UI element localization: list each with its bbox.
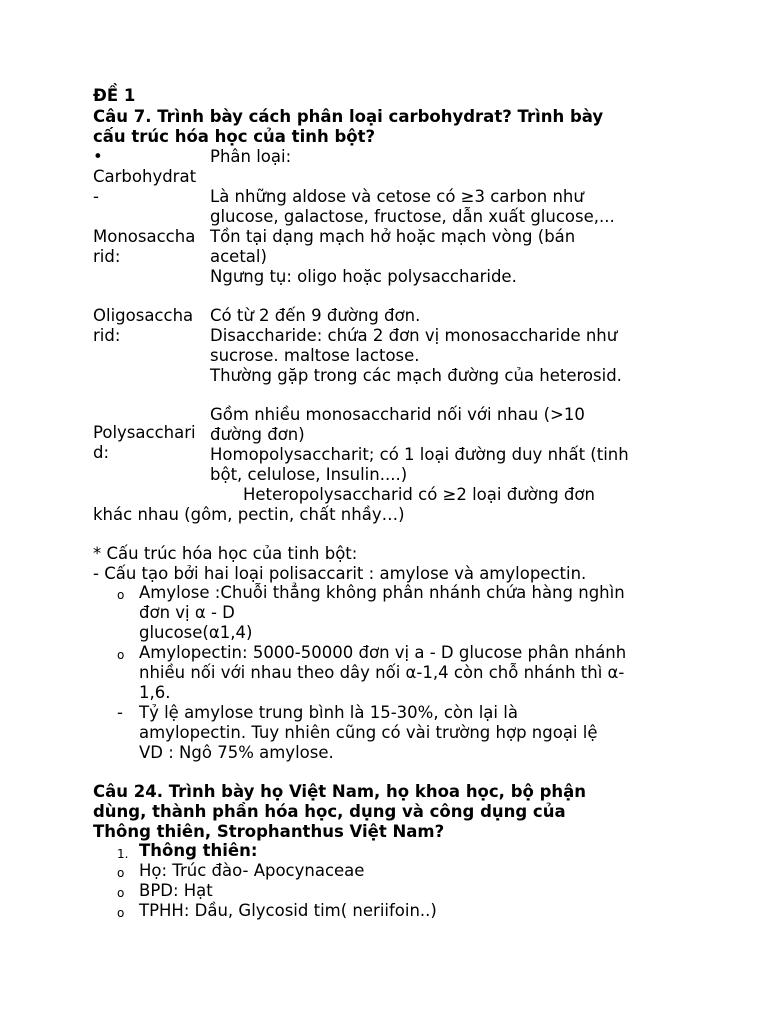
desc-carbohydrat-2: glucose, galactose, fructose, dẫn xuất glucose,... xyxy=(210,207,615,226)
desc-poly-6: khác nhau (gôm, pectin, chất nhầy…) xyxy=(93,505,405,524)
item-family: Họ: Trúc đào- Apocynaceae xyxy=(139,861,365,880)
desc-poly-5: Heteropolysaccharid có ≥2 loại đường đơn xyxy=(243,485,595,504)
term-carbohydrat: Carbohydrat xyxy=(93,167,197,186)
ratio-line-1: Tỷ lệ amylose trung bình là 15-30%, còn lại là xyxy=(139,703,518,722)
amylopectin-line-3: 1,6. xyxy=(139,683,171,702)
desc-carbohydrat-1: Là những aldose và cetose có ≥3 carbon như xyxy=(210,187,584,206)
desc-mono-3: Ngưng tụ: oligo hoặc polysaccharide. xyxy=(210,267,517,286)
item-composition: TPHH: Dầu, Glycosid tim( neriifoin..) xyxy=(139,901,437,920)
ratio-line-2: amylopectin. Tuy nhiên cũng có vài trường hợp ngoại lệ xyxy=(139,723,598,742)
term-monosaccharid-2: rid: xyxy=(93,247,121,266)
amylopectin-bullet: o xyxy=(117,648,125,662)
subheading-number: 1. xyxy=(117,847,129,861)
doc-title: ĐỀ 1 xyxy=(93,86,136,105)
item-bullet-3: o xyxy=(117,906,125,920)
amylose-line-2: đơn vị α - D xyxy=(139,603,235,622)
q24-heading-line-1: Câu 24. Trình bày họ Việt Nam, họ khoa học, bộ phận xyxy=(93,782,587,801)
classification-bullet: • xyxy=(93,147,103,166)
item-bullet-2: o xyxy=(117,886,125,900)
amylose-bullet: o xyxy=(117,588,125,602)
item-part-used: BPD: Hạt xyxy=(139,881,213,900)
q7-heading-line-2: cấu trúc hóa học của tinh bột? xyxy=(93,127,376,146)
amylopectin-line-2: nhiều nối với nhau theo dây nối α-1,4 còn chỗ nhánh thì α- xyxy=(139,663,625,682)
starch-intro: - Cấu tạo bởi hai loại polisaccarit : amylose và amylopectin. xyxy=(93,564,587,583)
desc-oligo-3: sucrose. maltose lactose. xyxy=(210,346,420,365)
desc-oligo-2: Disaccharide: chứa 2 đơn vị monosaccharide như xyxy=(210,326,618,345)
subheading-thong-thien: Thông thiên: xyxy=(139,841,258,860)
q24-heading-line-2: dùng, thành phần hóa học, dụng và công dụng của xyxy=(93,802,566,821)
desc-oligo-1: Có từ 2 đến 9 đường đơn. xyxy=(210,306,421,325)
amylopectin-line-1: Amylopectin: 5000-50000 đơn vị a - D glucose phân nhánh xyxy=(139,643,627,662)
term-polysaccharid-1: Polysacchari xyxy=(93,423,196,442)
desc-poly-1: Gồm nhiều monosaccharid nối với nhau (>10 xyxy=(210,405,585,424)
starch-heading: * Cấu trúc hóa học của tinh bột: xyxy=(93,544,358,563)
desc-poly-2: đường đơn) xyxy=(210,425,305,444)
amylose-line-1: Amylose :Chuỗi thẳng không phân nhánh chứa hàng nghìn xyxy=(139,583,625,602)
ratio-line-3: VD : Ngô 75% amylose. xyxy=(139,743,334,762)
term-polysaccharid-2: d: xyxy=(93,443,110,462)
desc-poly-4: bột, celulose, Insulin....) xyxy=(210,465,408,484)
desc-poly-3: Homopolysaccharit; có 1 loại đường duy nhất (tinh xyxy=(210,445,629,464)
q7-heading-line-1: Câu 7. Trình bày cách phân loại carbohydrat? Trình bày xyxy=(93,107,604,126)
term-oligosaccharid-1: Oligosaccha xyxy=(93,306,194,325)
desc-mono-2: acetal) xyxy=(210,247,267,266)
ratio-dash: - xyxy=(117,703,123,722)
term-monosaccharid-1: Monosaccha xyxy=(93,227,196,246)
term-dash: - xyxy=(93,187,99,206)
amylose-line-3: glucose(α1,4) xyxy=(139,623,253,642)
q24-heading-line-3: Thông thiên, Strophanthus Việt Nam? xyxy=(93,822,445,841)
desc-phan-loai: Phân loại: xyxy=(210,147,292,166)
desc-oligo-4: Thường gặp trong các mạch đường của heterosid. xyxy=(210,366,622,385)
desc-mono-1: Tồn tại dạng mạch hở hoặc mạch vòng (bán xyxy=(210,227,576,246)
term-oligosaccharid-2: rid: xyxy=(93,326,121,345)
item-bullet-1: o xyxy=(117,866,125,880)
